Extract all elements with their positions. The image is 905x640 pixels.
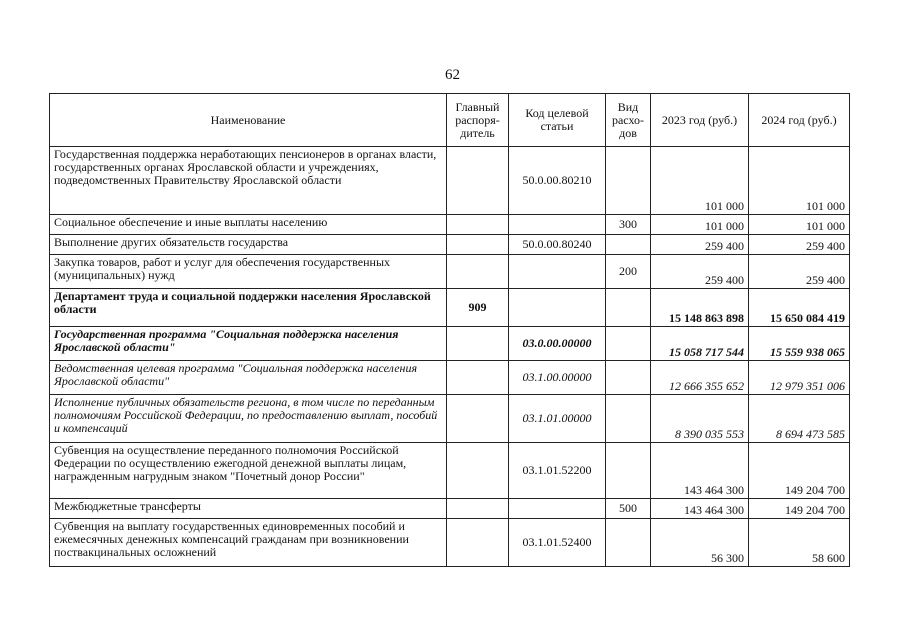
row-2023: 143 464 300 bbox=[651, 499, 749, 519]
row-2024: 15 559 938 065 bbox=[749, 327, 850, 361]
table-row bbox=[50, 147, 850, 215]
row-code: 50.0.00.80210 bbox=[509, 147, 606, 215]
header-admin: Главный распоря-дитель bbox=[447, 94, 509, 147]
row-2024: 149 204 700 bbox=[749, 499, 850, 519]
row-2024: 259 400 bbox=[749, 255, 850, 289]
row-admin bbox=[447, 147, 509, 215]
row-expense-type bbox=[606, 147, 651, 215]
row-2023: 259 400 bbox=[651, 235, 749, 255]
row-name: Исполнение публичных обязательств региона, в том числе по переданным полномочиям Российской Федерации, по предоставлению выплат, пособий и компенсаций bbox=[50, 395, 447, 443]
table-row bbox=[50, 255, 850, 289]
row-2023: 8 390 035 553 bbox=[651, 395, 749, 443]
row-2023: 101 000 bbox=[651, 215, 749, 235]
row-2024: 58 600 bbox=[749, 519, 850, 567]
row-2024: 259 400 bbox=[749, 235, 850, 255]
row-expense-type bbox=[606, 361, 651, 395]
row-admin bbox=[447, 499, 509, 519]
table-row bbox=[50, 499, 850, 519]
table-row bbox=[50, 361, 850, 395]
table-row bbox=[50, 215, 850, 235]
row-name: Субвенция на осуществление переданного полномочия Российской Федерации по осуществлению ежегодной денежной выплаты лицам, награжденным нагрудным знаком "Почетный донор России" bbox=[50, 443, 447, 499]
table-row bbox=[50, 443, 850, 499]
table-header bbox=[50, 94, 850, 147]
table-row bbox=[50, 289, 850, 327]
row-admin bbox=[447, 235, 509, 255]
row-name: Закупка товаров, работ и услуг для обеспечения государственных (муниципальных) нужд bbox=[50, 255, 447, 289]
row-expense-type bbox=[606, 443, 651, 499]
row-2024: 101 000 bbox=[749, 215, 850, 235]
row-expense-type: 300 bbox=[606, 215, 651, 235]
row-admin bbox=[447, 395, 509, 443]
budget-table bbox=[49, 93, 850, 567]
row-code bbox=[509, 215, 606, 235]
table-row bbox=[50, 327, 850, 361]
row-expense-type bbox=[606, 289, 651, 327]
row-expense-type: 200 bbox=[606, 255, 651, 289]
row-2023: 15 058 717 544 bbox=[651, 327, 749, 361]
row-expense-type bbox=[606, 235, 651, 255]
row-name: Социальное обеспечение и иные выплаты населению bbox=[50, 215, 447, 235]
row-code: 03.1.00.00000 bbox=[509, 361, 606, 395]
header-expense-type: Вид расхо-дов bbox=[606, 94, 651, 147]
row-admin bbox=[447, 255, 509, 289]
row-2023: 259 400 bbox=[651, 255, 749, 289]
row-name: Государственная программа "Социальная поддержка населения Ярославской области" bbox=[50, 327, 447, 361]
row-expense-type bbox=[606, 327, 651, 361]
row-code: 03.0.00.00000 bbox=[509, 327, 606, 361]
row-name: Ведомственная целевая программа "Социальная поддержка населения Ярославской области" bbox=[50, 361, 447, 395]
row-code: 50.0.00.80240 bbox=[509, 235, 606, 255]
row-name: Департамент труда и социальной поддержки населения Ярославской области bbox=[50, 289, 447, 327]
header-2023: 2023 год (руб.) bbox=[651, 94, 749, 147]
row-code: 03.1.01.00000 bbox=[509, 395, 606, 443]
row-2023: 12 666 355 652 bbox=[651, 361, 749, 395]
row-admin bbox=[447, 215, 509, 235]
row-expense-type bbox=[606, 395, 651, 443]
row-2024: 15 650 084 419 bbox=[749, 289, 850, 327]
row-2024: 101 000 bbox=[749, 147, 850, 215]
row-name: Межбюджетные трансферты bbox=[50, 499, 447, 519]
row-code: 03.1.01.52200 bbox=[509, 443, 606, 499]
row-admin bbox=[447, 361, 509, 395]
row-2024: 149 204 700 bbox=[749, 443, 850, 499]
row-code: 03.1.01.52400 bbox=[509, 519, 606, 567]
table-row bbox=[50, 519, 850, 567]
header-row bbox=[50, 94, 850, 147]
row-name: Выполнение других обязательств государства bbox=[50, 235, 447, 255]
row-admin bbox=[447, 327, 509, 361]
row-2023: 101 000 bbox=[651, 147, 749, 215]
table-body bbox=[50, 147, 850, 567]
row-code bbox=[509, 499, 606, 519]
table-row bbox=[50, 395, 850, 443]
row-admin: 909 bbox=[447, 289, 509, 327]
page-number: 62 bbox=[445, 67, 460, 83]
row-code bbox=[509, 255, 606, 289]
row-code bbox=[509, 289, 606, 327]
row-name: Государственная поддержка неработающих пенсионеров в органах власти, государственных органах Ярославской области и учреждениях, подведомственных Правительству Ярославской области bbox=[50, 147, 447, 215]
row-2023: 56 300 bbox=[651, 519, 749, 567]
row-expense-type: 500 bbox=[606, 499, 651, 519]
row-expense-type bbox=[606, 519, 651, 567]
row-2024: 8 694 473 585 bbox=[749, 395, 850, 443]
row-admin bbox=[447, 443, 509, 499]
row-2023: 143 464 300 bbox=[651, 443, 749, 499]
row-2024: 12 979 351 006 bbox=[749, 361, 850, 395]
header-2024: 2024 год (руб.) bbox=[749, 94, 850, 147]
row-2023: 15 148 863 898 bbox=[651, 289, 749, 327]
header-name: Наименование bbox=[50, 94, 447, 147]
row-name: Субвенция на выплату государственных единовременных пособий и ежемесячных денежных компенсаций гражданам при возникновении поствакцинальных осложнений bbox=[50, 519, 447, 567]
table-row bbox=[50, 235, 850, 255]
row-admin bbox=[447, 519, 509, 567]
header-code: Код целевой статьи bbox=[509, 94, 606, 147]
